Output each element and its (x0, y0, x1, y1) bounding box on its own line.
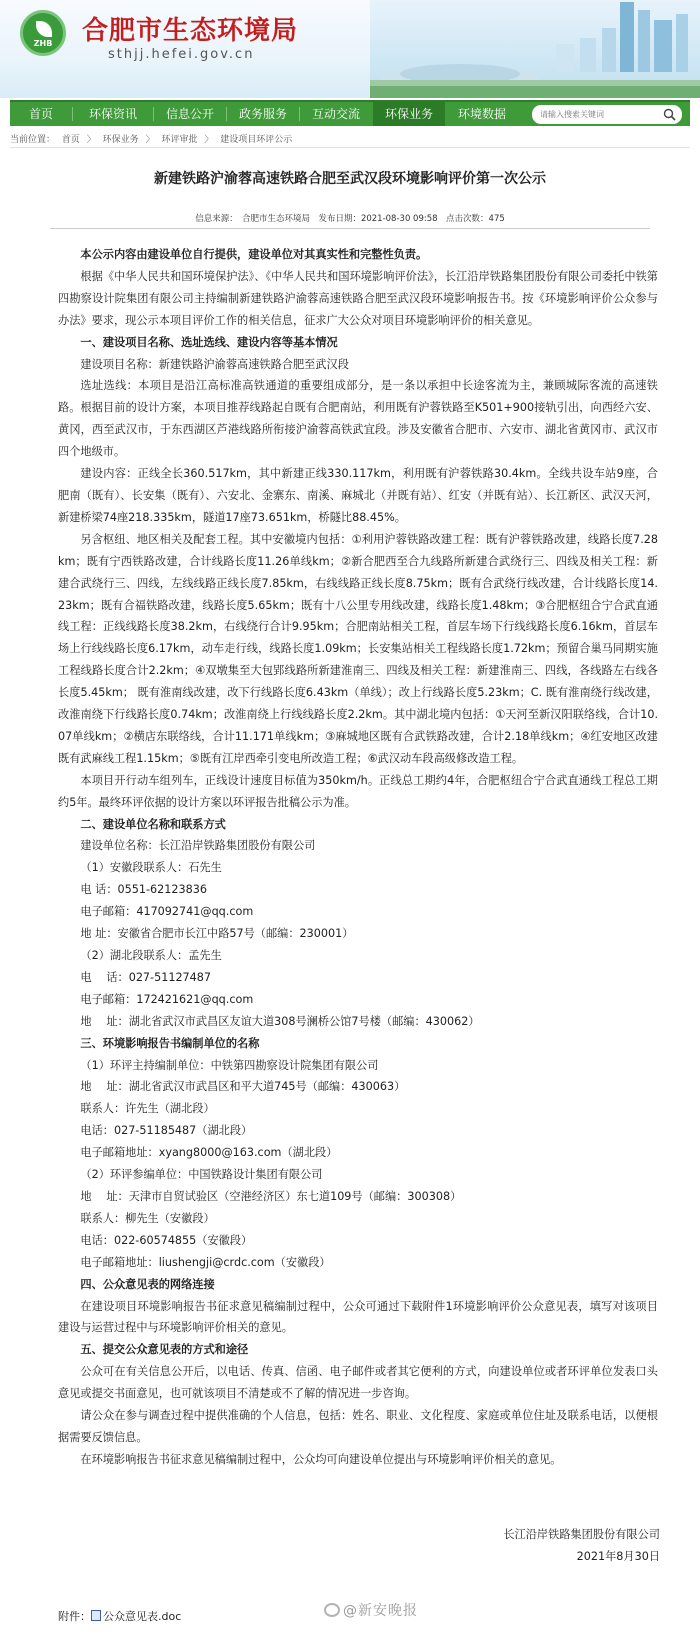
paragraph: （1）环评主持编制单位：中铁第四勘察设计院集团有限公司 (80, 1058, 379, 1072)
breadcrumb-link-eia[interactable]: 环评审批 (161, 135, 198, 145)
breadcrumb-prefix: 当前位置： (10, 135, 56, 145)
paragraph: 公众可在有关信息公开后，以电话、传真、信函、电子邮件或者其它便利的方式，向建设单位或者环评单位发表口头意见或提交书面意见，也可就该项目不清楚或不了解的情况进一步咨询。 (58, 1365, 658, 1401)
signature-block (503, 1524, 660, 1568)
search-box (532, 105, 682, 124)
nav-item-disclosure[interactable]: 信息公开 (165, 107, 214, 121)
paragraph: 电话：027-51185487（湖北段） (80, 1124, 253, 1138)
paragraph: 地 址：安徽省合肥市长江中路57号（邮编：230001） (80, 927, 354, 941)
disclaimer: 本公示内容由建设单位自行提供，建设单位对其真实性和完整性负责。 (80, 248, 428, 261)
paragraph: 根据《中华人民共和国环境保护法》、《中华人民共和国环境影响评价法》，长江沿岸铁路集团股份有限公司委托中铁第四勘察设计院集团有限公司主持编制新建铁路沪渝蓉高速铁路合肥至武汉段环境影响报告书。按《环境影响评价公众参与办法》要求，现公示本项目评价工作的相关信息，征求广大公众对项目环境影响评价的相关意见。 (58, 269, 658, 327)
nav-item-services[interactable]: 政务服务 (238, 107, 287, 121)
breadcrumb-link-home[interactable]: 首页 (61, 135, 80, 145)
article-body (58, 244, 658, 1471)
leaf-icon (36, 21, 52, 37)
attachment-link[interactable]: 公众意见表.doc (103, 1610, 182, 1623)
breadcrumb (10, 132, 690, 148)
paragraph: 在环境影响报告书征求意见稿编制过程中，公众均可向建设单位提出与环境影响评价相关的意见。 (80, 1452, 562, 1466)
paragraph: （2）湖北段联系人：孟先生 (80, 949, 222, 962)
paragraph: 建设项目名称：新建铁路沪渝蓉高速铁路合肥至武汉段 (80, 357, 349, 371)
paragraph: 电子邮箱地址：xyang8000@163.com（湖北段） (80, 1146, 338, 1160)
search-icon[interactable] (663, 108, 676, 121)
breadcrumb-separator: 〉 (86, 135, 96, 145)
nav-item-data[interactable]: 环境数据 (457, 107, 506, 121)
section-heading: 一、建设项目名称、选址选线、建设内容等基本情况 (80, 335, 338, 349)
section-heading: 三、环境影响报告书编制单位的名称 (80, 1036, 260, 1050)
meta-divider (50, 228, 650, 229)
paragraph: 地 址：湖北省武汉市武昌区友谊大道308号澜桥公馆7号楼（邮编：430062） (80, 1014, 480, 1028)
signature-date: 2021年8月30日 (576, 1549, 660, 1563)
article-title: 新建铁路沪渝蓉高速铁路合肥至武汉段环境影响评价第一次公示 (154, 171, 546, 187)
breadcrumb-link-business[interactable]: 环保业务 (102, 135, 139, 145)
article-meta: 信息来源： 合肥市生态环境局 发布日期：2021-08-30 09:58 点击次数：475 (195, 214, 505, 224)
breadcrumb-separator: 〉 (145, 135, 155, 145)
site-logo[interactable] (20, 10, 66, 56)
section-heading: 五、提交公众意见表的方式和途径 (80, 1343, 249, 1357)
paragraph: 请公众在参与调查过程中提供准确的个人信息，包括：姓名、职业、文化程度、家庭或单位住址及联系电话，以便根据需要反馈信息。 (58, 1409, 658, 1444)
paragraph: 联系人：许先生（湖北段） (80, 1102, 215, 1116)
main-nav (10, 100, 690, 126)
paragraph: 地 址：天津市自贸试验区（空港经济区）东七道109号（邮编：300308） (80, 1189, 462, 1203)
site-title: 合肥市生态环境局 (82, 16, 299, 46)
paragraph: 选址选线：本项目是沿江高标准高铁通道的重要组成部分，是一条以承担中长途客流为主，兼顾城际客流的高速铁路。根据目前的设计方案，本项目推荐线路起自既有合肥南站，利用既有沪蓉铁路至K501+900接轨引出，向西经六安、黄冈，西至武汉市，于东西湖区芦港线路所衔接沪渝蓉高铁武宜段。涉及安徽省合肥市、六安市、湖北省黄冈市、武汉市四个地级市。 (58, 379, 658, 459)
breadcrumb-link-publicity[interactable]: 建设项目环评公示 (220, 135, 293, 145)
paragraph: （2）环评参编单位：中国铁路设计集团有限公司 (80, 1168, 323, 1182)
paragraph: 地 址：湖北省武汉市武昌区和平大道745号（邮编：430063） (80, 1080, 406, 1094)
section-heading: 二、建设单位名称和联系方式 (80, 817, 226, 831)
paragraph: 电 话：027-51127487 (80, 970, 212, 984)
paragraph: 电子邮箱：417092741@qq.com (80, 905, 254, 919)
paragraph: 联系人：柳先生（安徽段） (80, 1211, 215, 1225)
site-url: sthjj.hefei.gov.cn (108, 47, 255, 62)
header-banner-image (370, 0, 700, 98)
signature-company: 长江沿岸铁路集团股份有限公司 (503, 1528, 660, 1541)
paragraph: 电 话：0551-62123836 (80, 883, 207, 897)
section-heading: 四、公众意见表的网络连接 (80, 1277, 215, 1291)
paragraph: 建设内容：正线全长360.517km，其中新建正线330.117km，利用既有沪蓉铁路30.4km。全线共设车站9座，合肥南（既有）、长安集（既有）、六安北、金寨东、南溪、麻城北（并既有站）、红安（并既有站）、长江新区、武汉天河，新建桥梁74座218.335km，隧道17座73.651km，桥隧比88.45%。 (58, 467, 658, 524)
nav-item-business[interactable]: 环保业务 (373, 102, 445, 126)
logo-text: ZHB (33, 39, 53, 48)
paragraph: 另含枢纽、地区相关及配套工程。其中安徽境内包括：①利用沪蓉铁路改建工程：既有沪蓉铁路改建，线路长度7.28km；既有宁西铁路改建，合计线路长度11.26单线km；②新合肥西至合九线路所新建合武绕行三、四线及相关工程：新建合武绕行三、四线，左线线路正线长度7.85km，右线线路正线长度8.75km；既有合武绕行线改建，合计线路长度14.23km；既有合福铁路改建，线路长度5.65km；既有十八公里专用线改建，线路长度1.48km；③合肥枢纽合宁合武直通线工程：正线线路长度38.2km，右线绕行合计9.95km；合肥南站相关工程，首层车场下行线线路长度6.16km，首层车场上行线线路长度6.17km，动车走行线，线路长度1.09km；长安集站相关工程线路长度1.72km；预留合巢马同期实施工程线路长度合计2.2km；④双墩集至大包郢线路所新建淮南三、四线及相关工程：新建淮南三、四线，各线路左右线各长度5.45km； 既有淮南线改建，改下行线路长度6.43km（单线）；改上行线路长度5.23km；C. 既有淮南绕行线改建，改淮南绕下行线路长度0.74km；改淮南绕上行线线路长度2.2km。其中湖北境内包括：①天河至新汉阳联络线，合计10.07单线km；②横店东联络线，合计11.171单线km；③麻城地区既有合武铁路改建，合计2.18单线km；④红安地区改建既有武麻线工程1.15km；⑤既有江岸西牵引变电所改造工程；⑥武汉动车段高级修改造工程。 (58, 532, 658, 765)
paragraph: 电话：022-60574855（安徽段） (80, 1233, 253, 1247)
weibo-icon (324, 1603, 340, 1617)
paragraph: 电子邮箱地址：liushengji@crdc.com（安徽段） (80, 1255, 331, 1269)
site-header (0, 0, 700, 98)
nav-item-interaction[interactable]: 互动交流 (311, 107, 360, 121)
watermark-text: @新安晚报 (343, 1603, 418, 1619)
paragraph: 建设单位名称：长江沿岸铁路集团股份有限公司 (80, 839, 316, 853)
watermark (324, 1600, 418, 1620)
paragraph: 在建设项目环境影响报告书征求意见稿编制过程中，公众可通过下载附件1环境影响评价公众意见表，填写对该项目建设与运营过程中与环境影响评价相关的意见。 (58, 1299, 658, 1335)
paragraph: 本项目开行动车组列车，正线设计速度目标值为350km/h。正线总工期约4年，合肥枢纽合宁合武直通线工程总工期约5年。最终环评依据的设计方案以环评报告批稿公示为准。 (58, 773, 658, 809)
nav-item-home[interactable]: 首页 (28, 107, 53, 121)
paragraph: 电子邮箱：172421621@qq.com (80, 992, 254, 1006)
attachment (58, 1608, 181, 1624)
attachment-label: 附件： (58, 1610, 91, 1623)
paragraph: （1）安徽段联系人：石先生 (80, 861, 222, 875)
nav-item-news[interactable]: 环保资讯 (88, 107, 137, 121)
search-input[interactable] (540, 107, 658, 122)
breadcrumb-separator: 〉 (204, 135, 214, 145)
doc-file-icon (91, 1610, 101, 1621)
